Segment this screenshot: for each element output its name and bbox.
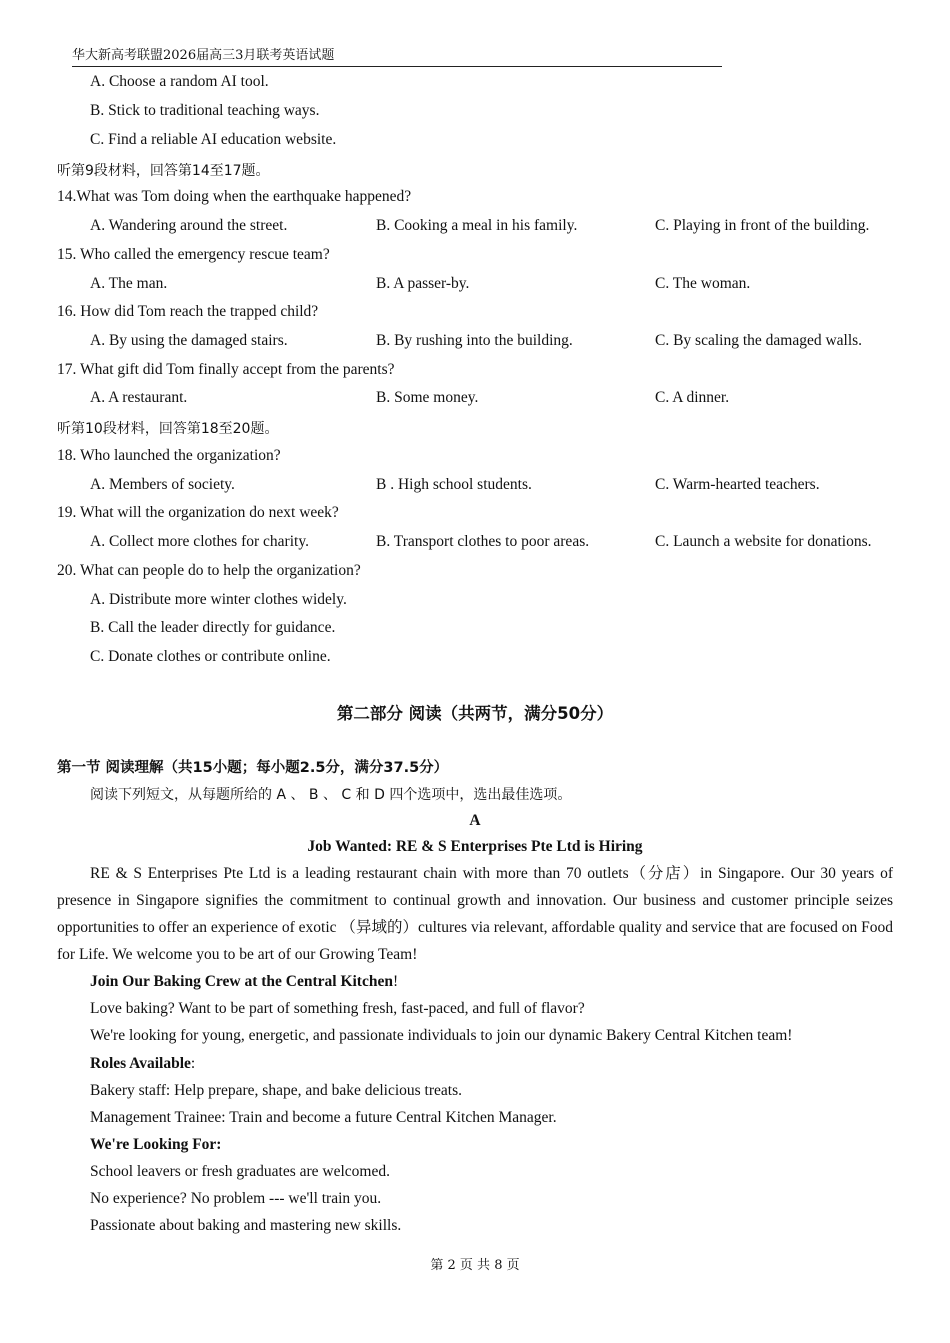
q20-question: 20. What can people do to help the organization? bbox=[57, 562, 361, 579]
join-heading-excl: ! bbox=[392, 973, 399, 990]
q15-question: 15. Who called the emergency rescue team? bbox=[57, 246, 330, 263]
q15-option-b: B. A passer-by. bbox=[376, 275, 470, 292]
q17-option-b: B. Some money. bbox=[376, 389, 479, 406]
roles-heading-line bbox=[90, 1055, 195, 1073]
looking-young-line: We're looking for young, energetic, and passionate individuals to join our dynamic Bakery Central Kitchen team! bbox=[90, 1027, 793, 1044]
q15-option-c: C. The woman. bbox=[655, 275, 751, 292]
passage-paragraph-1: RE & S Enterprises Pte Ltd is a leading restaurant chain with more than 70 outlets（分店）in Singapore. Our 30 years of presence in Singapore signifies the commitment to continual growth and innovation. Our business and customer principle seizes opportunities to offer an experience of exotic （异域的）cultures via relevant, affordable quality and service that are focused on Food for Life. We welcome you to be art of our Growing Team! bbox=[57, 865, 893, 963]
q19-option-a: A. Collect more clothes for charity. bbox=[90, 533, 309, 550]
q13-option-a: A. Choose a random AI tool. bbox=[90, 73, 269, 90]
section1-title: 第一节 阅读理解（共15小题；每小题2.5分，满分37.5分） bbox=[57, 760, 449, 776]
q13-option-b: B. Stick to traditional teaching ways. bbox=[90, 102, 320, 119]
join-heading-line bbox=[90, 973, 398, 991]
page-header: 华大新高考联盟2026届高三3月联考英语试题 bbox=[72, 44, 722, 67]
looking-for-heading: We're Looking For: bbox=[90, 1136, 222, 1153]
q18-question: 18. Who launched the organization? bbox=[57, 447, 281, 464]
q14-option-c: C. Playing in front of the building. bbox=[655, 217, 870, 234]
passage-title: Job Wanted: RE & S Enterprises Pte Ltd is Hiring bbox=[307, 838, 643, 855]
q16-option-a: A. By using the damaged stairs. bbox=[90, 332, 288, 349]
looking-item-2: No experience? No problem --- we'll train you. bbox=[90, 1190, 382, 1207]
q17-question: 17. What gift did Tom finally accept from the parents? bbox=[57, 361, 395, 378]
q20-option-a: A. Distribute more winter clothes widely. bbox=[90, 591, 347, 608]
q20-option-c: C. Donate clothes or contribute online. bbox=[90, 648, 331, 665]
passage-letter: A bbox=[469, 812, 481, 829]
q19-question: 19. What will the organization do next week? bbox=[57, 504, 339, 521]
q17-option-c: C. A dinner. bbox=[655, 389, 730, 406]
q14-option-a: A. Wandering around the street. bbox=[90, 217, 288, 234]
q19-option-b: B. Transport clothes to poor areas. bbox=[376, 533, 590, 550]
q18-option-c: C. Warm-hearted teachers. bbox=[655, 476, 820, 493]
page-footer: 第 2 页 共 8 页 bbox=[430, 1258, 520, 1273]
q19-option-c: C. Launch a website for donations. bbox=[655, 533, 872, 550]
section1-instruction: 阅读下列短文，从每题所给的 A 、 B 、 C 和 D 四个选项中，选出最佳选项。 bbox=[90, 787, 572, 803]
q16-option-c: C. By scaling the damaged walls. bbox=[655, 332, 863, 349]
q14-option-b: B. Cooking a meal in his family. bbox=[376, 217, 578, 234]
q17-option-a: A. A restaurant. bbox=[90, 389, 188, 406]
q18-option-a: A. Members of society. bbox=[90, 476, 235, 493]
q18-option-b: B . High school students. bbox=[376, 476, 532, 493]
instruction-10: 听第10段材料，回答第18至20题。 bbox=[57, 421, 279, 437]
q16-question: 16. How did Tom reach the trapped child? bbox=[57, 303, 319, 320]
looking-item-1: School leavers or fresh graduates are welcomed. bbox=[90, 1163, 390, 1180]
instruction-9: 听第9段材料，回答第14至17题。 bbox=[57, 163, 270, 179]
love-baking-line: Love baking? Want to be part of something fresh, fast-paced, and full of flavor? bbox=[90, 1000, 585, 1017]
role-management-trainee: Management Trainee: Train and become a future Central Kitchen Manager. bbox=[90, 1109, 557, 1126]
q20-option-b: B. Call the leader directly for guidance. bbox=[90, 619, 336, 636]
part2-title: 第二部分 阅读（共两节，满分50分） bbox=[336, 704, 614, 723]
role-bakery-staff: Bakery staff: Help prepare, shape, and bake delicious treats. bbox=[90, 1082, 462, 1099]
looking-item-3: Passionate about baking and mastering new skills. bbox=[90, 1217, 402, 1234]
roles-heading: Roles Available bbox=[90, 1055, 191, 1072]
q13-option-c: C. Find a reliable AI education website. bbox=[90, 131, 337, 148]
q14-question: 14.What was Tom doing when the earthquake happened? bbox=[57, 188, 412, 205]
roles-colon: : bbox=[190, 1055, 196, 1072]
join-heading: Join Our Baking Crew at the Central Kitchen bbox=[90, 973, 393, 990]
q16-option-b: B. By rushing into the building. bbox=[376, 332, 573, 349]
q15-option-a: A. The man. bbox=[90, 275, 168, 292]
